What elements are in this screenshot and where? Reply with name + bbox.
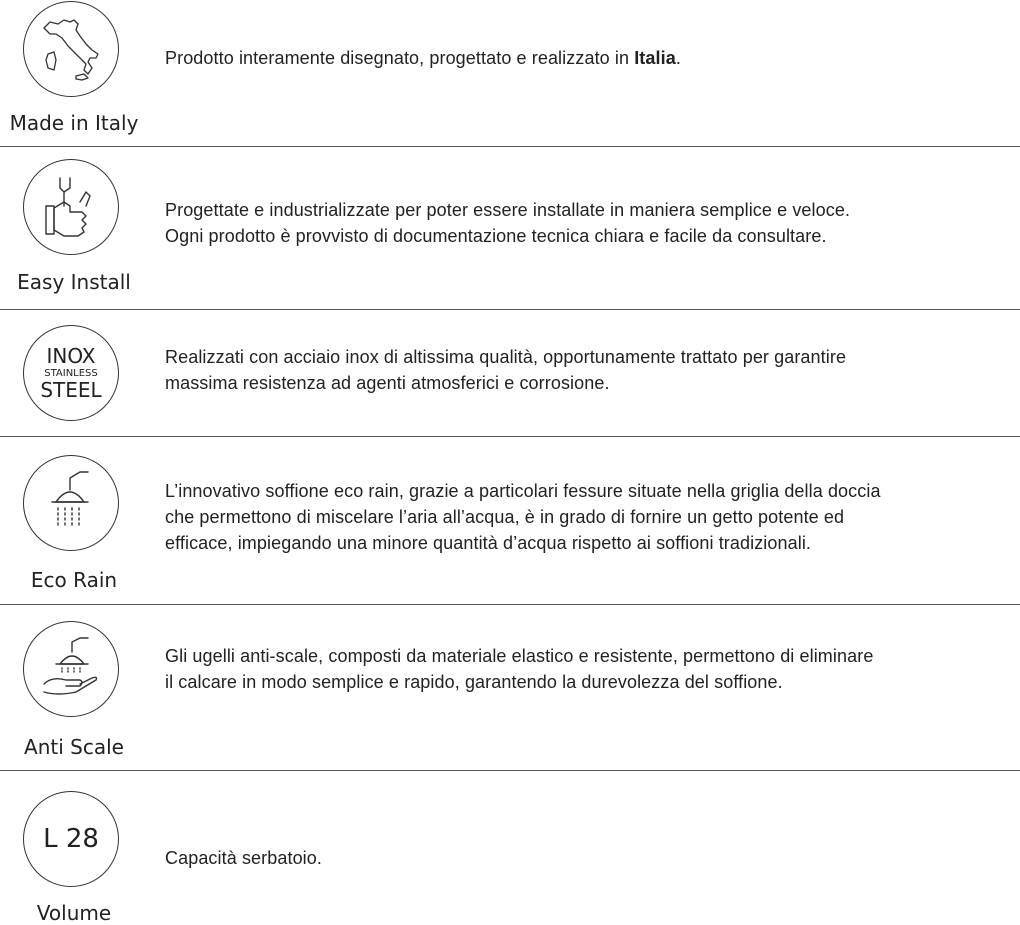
description-line: massima resistenza ad agenti atmosferici e corrosione.: [165, 373, 610, 393]
shower-head-icon: [23, 455, 119, 551]
description-volume: [165, 845, 1015, 871]
description-bold-text: Italia: [634, 48, 676, 68]
description-text-end: .: [675, 48, 681, 68]
italy-map-icon: [23, 1, 119, 97]
description-made-in-italy: [165, 45, 1015, 71]
feature-anti-scale: [0, 605, 1020, 771]
wrench-thumbs-up-icon: [23, 159, 119, 255]
volume-icon: [23, 791, 119, 887]
description-easy-install: [165, 197, 1015, 249]
feature-made-in-italy: [0, 0, 1020, 146]
description-line: il calcare in modo semplice e rapido, garantendo la durevolezza del soffione.: [165, 672, 783, 692]
feature-eco-rain: [0, 437, 1020, 604]
inox-stainless-steel-icon: [23, 325, 119, 421]
caption-made-in-italy: Made in Italy: [9, 111, 139, 135]
description-text: Prodotto interamente disegnato, progettato e realizzato in: [165, 48, 635, 68]
description-line: efficace, impiegando una minore quantità d’acqua rispetto ai soffioni tradizionali.: [165, 533, 812, 553]
description-line: Gli ugelli anti-scale, composti da materiale elastico e resistente, permettono di eliminare: [165, 646, 874, 666]
feature-volume: [0, 771, 1020, 923]
feature-easy-install: [0, 147, 1020, 309]
steel-label: STEEL: [40, 378, 102, 402]
inox-label: INOX: [46, 344, 96, 368]
description-line: Ogni prodotto è provvisto di documentazione tecnica chiara e facile da consultare.: [165, 226, 827, 246]
volume-value: L 28: [43, 824, 99, 854]
description-line: che permettono di miscelare l’aria all’acqua, è in grado di fornire un getto potente ed: [165, 507, 845, 527]
caption-eco-rain: Eco Rain: [30, 568, 118, 592]
description-anti-scale: [165, 643, 1015, 695]
description-inox: [165, 344, 1015, 396]
description-line: L’innovativo soffione eco rain, grazie a particolari fessure situate nella griglia della doccia: [165, 481, 881, 501]
description-line: Realizzati con acciaio inox di altissima qualità, opportunamente trattato per garantire: [165, 347, 847, 367]
shower-hand-icon: [23, 621, 119, 717]
feature-inox: [0, 310, 1020, 436]
description-line: Capacità serbatoio.: [165, 848, 322, 868]
caption-easy-install: Easy Install: [17, 270, 131, 294]
caption-anti-scale: Anti Scale: [24, 735, 124, 759]
description-eco-rain: [165, 478, 1015, 556]
description-line: Progettate e industrializzate per poter essere installate in maniera semplice e veloce.: [165, 200, 851, 220]
stainless-label: STAINLESS: [44, 368, 98, 379]
caption-volume: Volume: [36, 901, 112, 925]
